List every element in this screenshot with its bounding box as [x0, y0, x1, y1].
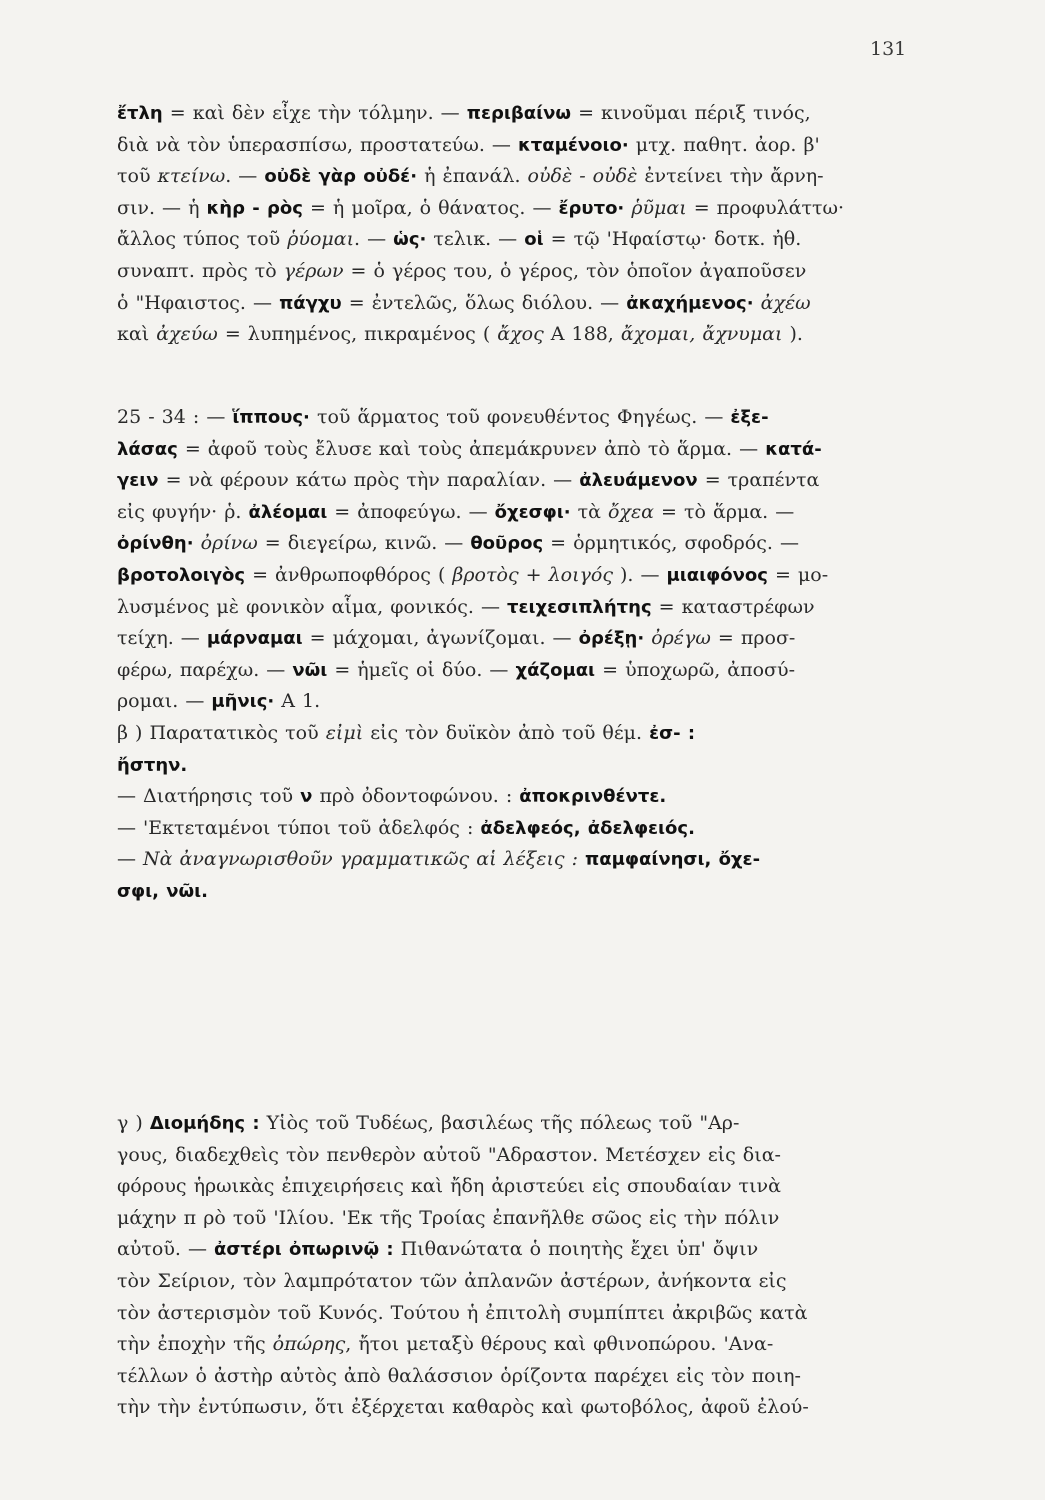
text-line [117, 876, 929, 908]
gloss-text: εἰς τὸν δυϊκὸν ἀπὸ τοῦ θέμ. [363, 721, 650, 744]
gloss-text: τὸν Σείριον, τὸν λαμπρότατον τῶν ἀπλανῶν ἀστέρων, ἀνήκοντα εἰς [117, 1269, 787, 1292]
lemma-term: μάρναμαι [206, 628, 303, 650]
gloss-text: ἐντείνει τὴν ἄρνη- [637, 165, 824, 188]
italic-term: ἄχομαι, ἄχνυμαι [620, 323, 783, 346]
gloss-text: τὸν ἀστερισμὸν τοῦ Κυνός. Τούτου ἡ ἐπιτολὴ συμπίπτει ἀκριβῶς κατὰ [117, 1301, 808, 1324]
gloss-text: ἄλλος τύπος τοῦ [117, 228, 288, 251]
page-number: 131 [870, 38, 907, 60]
gloss-text: τὴν ἐποχὴν τῆς [117, 1333, 273, 1356]
text-line [117, 1203, 929, 1235]
gloss-text: τὰ [570, 500, 609, 523]
lemma-term: ἐσ- : [649, 722, 696, 744]
lemma-term: ἀλευάμενον [579, 470, 698, 492]
gloss-text: τοῦ ἅρματος τοῦ φονευθέντος Φηγέως. — [309, 406, 731, 428]
lemma-term: ἀστέρι ὀπωρινῷ : [214, 1239, 394, 1261]
gloss-text: φόρους ἡρωικὰς ἐπιχειρήσεις καὶ ἤδη ἀριστεύει εἰς σπουδαίαν τινὰ [117, 1175, 781, 1198]
gloss-text: συναπτ. πρὸς τὸ [117, 259, 284, 282]
text-line [117, 256, 929, 288]
text-line [117, 1329, 929, 1361]
lemma-term: σφι, νῶι. [117, 880, 208, 902]
gloss-text: Α 1. [274, 690, 321, 713]
gloss-text: ὁ "Ηφαιστος. — [117, 291, 280, 314]
lemma-term: ἔτλη [117, 103, 163, 124]
gloss-text: ). — [612, 563, 667, 586]
lemma-term: ν [300, 786, 313, 808]
text-line [117, 528, 929, 560]
text-line [117, 750, 929, 782]
italic-term: ἀχέω [760, 291, 811, 314]
text-line [117, 844, 929, 876]
gloss-text: = προσ- [710, 627, 796, 650]
gloss-text: β ) Παρατατικὸς τοῦ [117, 721, 326, 744]
gloss-text: = μο- [767, 563, 829, 586]
italic-term: ἀχεύω [156, 323, 218, 346]
gloss-text: — 'Εκτεταμένοι τύποι τοῦ ἀδελφός : [117, 816, 481, 839]
gloss-text: = ἀποφεύγω. — [327, 500, 495, 523]
text-line [117, 402, 929, 434]
text-line [117, 1392, 929, 1424]
italic-term: εἰμὶ [325, 721, 364, 744]
lemma-term: μῆνις· [211, 691, 275, 713]
gloss-text: αὐτοῦ. — [117, 1238, 214, 1261]
gloss-text: = ἡ μοῖρα, ὁ θάνατος. — [302, 196, 559, 219]
italic-term: ῥύομαι [287, 228, 355, 251]
lemma-term: τειχεσιπλήτης [507, 596, 652, 618]
lemma-term: Διομήδης : [149, 1113, 260, 1134]
gloss-text [754, 292, 761, 314]
text-line [117, 718, 929, 750]
gloss-text: γους, διαδεχθεὶς τὸν πενθερὸν αὐτοῦ "Αδραστον. Μετέσχεν εἰς δια- [117, 1143, 781, 1166]
gloss-text: = τῷ 'Ηφαίστῳ· δοτκ. ἠθ. [543, 228, 802, 251]
lemma-term: ἀλέομαι [248, 501, 328, 523]
gloss-text: σιν. — ἡ [117, 196, 207, 219]
italic-term: ὀπώρης [272, 1333, 346, 1356]
gloss-text: = μάχομαι, ἀγωνίζομαι. — [302, 627, 579, 650]
lemma-term: ἀποκρινθέντε. [519, 786, 667, 808]
gloss-text: = προφυλάττω· [686, 196, 845, 219]
lemma-term: ἀκαχήμενος· [626, 292, 754, 314]
gloss-text: . — [225, 165, 265, 188]
gloss-text: = ὁ γέρος του, ὁ γέρος, τὸν ὁποῖον ἀγαποῦσεν [343, 259, 807, 282]
text-line [117, 1171, 929, 1203]
lemma-term: ὄχεσφι· [494, 501, 571, 523]
gloss-text: = ἐντελῶς, ὅλως διόλου. — [341, 291, 627, 314]
text-line [117, 686, 929, 718]
gloss-text: Πιθανώτατα ὁ ποιητὴς ἔχει ὑπ' ὄψιν [393, 1238, 759, 1261]
gloss-text: γ ) [117, 1112, 150, 1134]
lemma-term: ὀρίνθη· [117, 533, 194, 555]
gloss-text: = λυπημένος, πικραμένος ( [217, 323, 498, 346]
lemma-term: γειν [117, 470, 159, 492]
gloss-text: ρομαι. — [117, 690, 212, 713]
lemma-term: κατά- [765, 438, 822, 460]
gloss-text: τείχη. — [117, 627, 207, 650]
lemma-term: ἐξε- [730, 407, 769, 428]
lemma-term: κταμένοιο· [517, 134, 629, 156]
italic-term: ὀρίνω [200, 532, 258, 555]
text-line [117, 161, 929, 193]
text-line [117, 781, 929, 813]
gloss-text: = τὸ ἅρμα. — [654, 500, 795, 523]
lemma-term: ἤστην. [117, 754, 188, 776]
gloss-text: = κινοῦμαι πέριξ τινός, [571, 102, 811, 124]
italic-term: οὐδὲ - οὐδὲ [527, 165, 638, 188]
gloss-text [578, 848, 585, 870]
text-line [117, 592, 929, 624]
lemma-term: μιαιφόνος [666, 564, 768, 586]
gloss-text: = καταστρέφων [651, 595, 815, 618]
gloss-text: τελικ. — [426, 228, 525, 251]
lemma-term: οὐδὲ γὰρ οὐδέ· [264, 166, 418, 188]
text-line [117, 1140, 929, 1172]
gloss-text: — [117, 848, 144, 871]
text-line [117, 319, 929, 351]
gloss-text: μάχην π ρὸ τοῦ 'Ιλίου. 'Εκ τῆς Τροίας ἐπανῆλθε σῶος εἰς τὴν πόλιν [117, 1206, 780, 1229]
lemma-term: νῶι [292, 659, 328, 681]
italic-term: βροτὸς + λοιγός [452, 563, 613, 586]
lemma-term: παμφαίνησι, ὄχε- [585, 849, 761, 871]
gloss-text: = νὰ φέρουν κάτω πρὸς τὴν παραλίαν. — [158, 469, 580, 492]
gloss-text: = ὁρμητικός, σφοδρός. — [543, 532, 799, 555]
text-line [117, 1266, 929, 1298]
italic-term: γέρων [283, 259, 344, 282]
gloss-text: = ἡμεῖς οἱ δύο. — [327, 658, 516, 681]
lemma-term: χάζομαι [515, 659, 596, 681]
text-line [117, 1108, 929, 1140]
gloss-text: τοῦ [117, 165, 158, 188]
gloss-text: = ἀνθρωποφθόρος ( [245, 563, 453, 586]
gloss-text: πρὸ ὀδοντοφώνου. : [312, 785, 520, 808]
text-line [117, 623, 929, 655]
gloss-text: λυσμένος μὲ φονικὸν αἷμα, φονικός. — [117, 595, 508, 618]
text-line [117, 497, 929, 529]
gloss-text: φέρω, παρέχω. — [117, 658, 293, 681]
lemma-term: ἵππους· [232, 407, 310, 428]
lemma-term: λάσας [117, 438, 178, 460]
gloss-text: Υἱὸς τοῦ Τυδέως, βασιλέως τῆς πόλεως τοῦ "Αρ- [259, 1112, 740, 1134]
gloss-text: τὴν τὴν ἐντύπωσιν, ὅτι ἐξέρχεται καθαρὸς καὶ φωτοβόλος, ἀφοῦ ἐλού- [117, 1396, 809, 1419]
gloss-text: τέλλων ὁ ἀστὴρ αὐτὸς ἀπὸ θαλάσσιον ὁρίζοντα παρέχει εἰς τὸν ποιη- [117, 1364, 801, 1387]
paragraph-diomedes [117, 1108, 929, 1424]
gloss-text: = τραπέντα [697, 469, 820, 492]
italic-term: κτείνω [157, 165, 226, 188]
text-line [117, 1234, 929, 1266]
gloss-text: . — [354, 228, 394, 251]
gloss-text: εἰς φυγήν· ῥ. [117, 500, 249, 523]
gloss-text: — Διατήρησις τοῦ [117, 785, 301, 808]
text-line [117, 1298, 929, 1330]
lemma-term: κὴρ - ρὸς [206, 197, 303, 219]
paragraph-glossary-2 [117, 402, 929, 908]
text-line [117, 813, 929, 845]
gloss-text: καὶ [117, 323, 157, 346]
gloss-text: ). [782, 323, 803, 346]
gloss-text: = καὶ δὲν εἶχε τὴν τόλμην. — [162, 102, 467, 124]
lemma-term: ἔρυτο· [558, 197, 625, 219]
lemma-term: πάγχυ [279, 292, 342, 314]
gloss-text: = ὑποχωρῶ, ἀποσύ- [595, 658, 795, 681]
lemma-term: περιβαίνω [466, 103, 572, 124]
text-line [117, 465, 929, 497]
text-line [117, 193, 929, 225]
paragraph-glossary-1 [117, 98, 929, 351]
text-line [117, 130, 929, 162]
italic-term: Νὰ ἀναγνωρισθοῦν γραμματικῶς αἱ λέξεις : [143, 848, 578, 871]
italic-term: ὀρέγω [651, 627, 711, 650]
lemma-term: ὀρέξῃ· [578, 628, 645, 650]
text-line [117, 224, 929, 256]
italic-term: ὄχεα [608, 500, 655, 523]
gloss-text: , ἤτοι μεταξὺ θέρους καὶ φθινοπώρου. 'Ανα- [345, 1333, 774, 1356]
gloss-text: 25 - 34 : — [117, 406, 233, 428]
lemma-term: θοῦρος [470, 533, 544, 555]
text-line [117, 1361, 929, 1393]
lemma-term: οἱ [524, 229, 544, 251]
text-line [117, 98, 929, 130]
italic-term: ἄχος [497, 323, 544, 346]
gloss-text: Α 188, [543, 323, 621, 346]
gloss-text: = ἀφοῦ τοὺς ἔλυσε καὶ τοὺς ἀπεμάκρυνεν ἀπὸ τὸ ἅρμα. — [177, 437, 766, 460]
lemma-term: βροτολοιγὸς [117, 564, 246, 586]
gloss-text: μτχ. παθητ. ἀορ. β' [628, 133, 820, 156]
gloss-text: = διεγείρω, κινῶ. — [257, 532, 471, 555]
lemma-term: ἀδελφεός, ἀδελφειός. [480, 817, 695, 839]
text-line [117, 560, 929, 592]
italic-term: ῥῦμαι [631, 196, 687, 219]
gloss-text [194, 532, 201, 554]
text-line [117, 655, 929, 687]
gloss-text: ἡ ἐπανάλ. [417, 165, 528, 188]
gloss-text: διὰ νὰ τὸν ὑπερασπίσω, προστατεύω. — [117, 133, 518, 156]
text-line [117, 288, 929, 320]
text-line [117, 434, 929, 466]
lemma-term: ὡς· [393, 229, 427, 251]
